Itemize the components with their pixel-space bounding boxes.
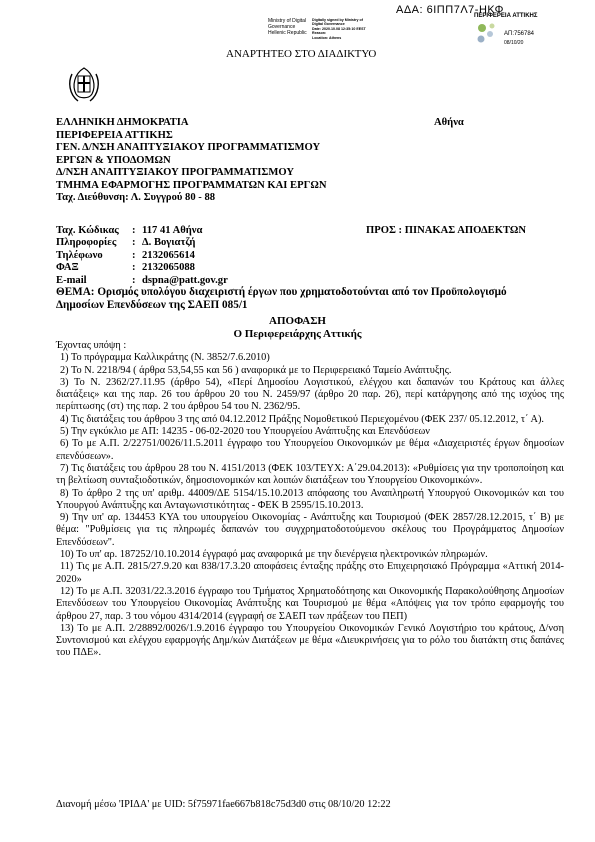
- contact-row: [56, 262, 228, 274]
- contact-colon: :: [132, 274, 136, 286]
- region-stamp-date: 08/10/20: [504, 40, 524, 46]
- decision-subtitle: Ο Περιφερειάρχης Αττικής: [233, 327, 362, 340]
- contact-value: 2132065614: [142, 249, 195, 261]
- greek-emblem-icon: [66, 64, 102, 104]
- contact-key: Πληροφορίες: [56, 237, 117, 249]
- consideration-item: 6) Το με Α.Π. 2/22751/0026/11.5.2011 έγγραφο του Υπουργείου Οικονομικών με θέμα «Διαχειριστές έργων δημοσίων επενδύσεων».: [56, 438, 564, 462]
- header-line: Δ/ΝΣΗ ΑΝΑΠΤΥΞΙΑΚΟΥ ΠΡΟΓΡΑΜΜΑΤΙΣΜΟΥ: [56, 167, 294, 178]
- stamp-detail: Digital Governance: [312, 22, 345, 27]
- consideration-item: 8) Το άρθρο 2 της υπ' αριθμ. 44009/ΔΕ 5154/15.10.2013 απόφασης του Αναπληρωτή Υπουργού Οικονομικών και του Υπουργού Ανάπτυξης και Ανταγωνιστικότητας - ΦΕΚ Β 2595/15.10.2013.: [56, 487, 564, 511]
- recipients-label: ΠΡΟΣ : ΠΙΝΑΚΑΣ ΑΠΟΔΕΚΤΩΝ: [366, 225, 526, 236]
- contact-colon: :: [132, 225, 136, 236]
- contact-colon: :: [132, 249, 136, 261]
- contact-value[interactable]: dspna@patt.gov.gr: [142, 274, 228, 286]
- contact-row: [56, 225, 228, 237]
- post-online-notice: ΑΝΑΡΤΗΤΕΟ ΣΤΟ ΔΙΑΔΙΚΤΥΟ: [226, 48, 377, 60]
- header-line: ΠΕΡΙΦΕΡΕΙΑ ΑΤΤΙΚΗΣ: [56, 129, 173, 141]
- ada-code: ΑΔΑ: 6ΙΠΠ7Λ7-ΗΚΦ: [396, 4, 504, 16]
- header-line: ΓΕΝ. Δ/ΝΣΗ ΑΝΑΠΤΥΞΙΑΚΟΥ ΠΡΟΓΡΑΜΜΑΤΙΣΜΟΥ: [56, 142, 321, 153]
- contact-key: Ταχ. Κώδικας: [56, 225, 119, 236]
- contact-row: [56, 237, 228, 249]
- contact-colon: :: [132, 237, 136, 249]
- issuer-header: [56, 117, 326, 205]
- header-line: ΤΜΗΜΑ ΕΦΑΡΜΟΓΗΣ ΠΡΟΓΡΑΜΜΑΤΩΝ ΚΑΙ ΕΡΓΩΝ: [56, 179, 327, 191]
- region-logo-icon: [472, 20, 502, 46]
- region-stamp-title: ΠΕΡΙΦΕΡΕΙΑ ΑΤΤΙΚΗΣ: [474, 13, 538, 19]
- decision-heading: [0, 315, 595, 340]
- consideration-item: 13) Το με Α.Π. 2/28892/0026/1.9.2016 έγγραφο του Υπουργείου Οικονομικών Γενικό Λογιστήριο του κράτους, Δ/νση Συντονισμού και ελέγχου εφαρμογής Δημ/κών Διατάξεων με θέμα «Διευκρινήσεις για το ρόλο του διατάκτη στις δαπάνες του ΠΔΕ».: [56, 622, 564, 659]
- subject-line: ΘΕΜΑ: Ορισμός υπολόγου διαχειριστή έργων που χρηματοδοτούνται από τον Προϋπολογισμό Δημοσίων Επενδύσεων της ΣΑΕΠ 085/1: [56, 286, 507, 311]
- stamp-detail: Digitally signed by Ministry of: [312, 18, 363, 22]
- digital-signature-stamp: [268, 18, 368, 40]
- stamp-line: Governance: [268, 24, 296, 30]
- consideration-item: 3) Το Ν. 2362/27.11.95 (άρθρο 54), «Περί Δημοσίου Λογιστικού, ελέγχου και δαπανών του Κράτους και άλλες διατάξεις» και της παρ. 26 του άρθρου 20 του Ν. 2459/97 (άρθρο 20 παρ. 26), περί κατάργησης από της ισχύος της περίπτωσης (στ) της παρ. 2 του άρθρου 54 του Ν. 2362/95.: [56, 376, 564, 413]
- stamp-line: Hellenic Republic: [268, 30, 307, 36]
- region-stamp-number: ΑΠ:756784: [504, 31, 535, 37]
- distribution-footer: Διανομή μέσω 'ΙΡΙΔΑ' με UID: 5f75971fae667b818c75d3d0 στις 08/10/20 12:22: [56, 799, 391, 810]
- contact-value: Δ. Βογιατζή: [142, 237, 196, 249]
- stamp-line: Ministry of Digital: [268, 18, 307, 24]
- consideration-item: 10) Το υπ' αρ. 187252/10.10.2014 έγγραφό μας αναφορικά με την διενέργεια ηλεκτρονικών πληρωμών.: [60, 549, 488, 561]
- consideration-item: 5) Την εγκύκλιο με ΑΠ: 14235 - 06-02-2020 του Υπουργείου Ανάπτυξης και Επενδύσεων: [60, 426, 430, 438]
- contact-key: E-mail: [56, 274, 87, 286]
- stamp-detail: Location: Athens: [312, 35, 342, 40]
- contact-row: [56, 250, 228, 262]
- contact-block: [56, 225, 228, 287]
- contact-colon: :: [132, 262, 136, 274]
- header-line: ΕΛΛΗΝΙΚΗ ΔΗΜΟΚΡΑΤΙΑ: [56, 117, 189, 128]
- considerations-intro: Έχοντας υπόψη :: [56, 340, 127, 351]
- consideration-item: 11) Τις με Α.Π. 2815/27.9.20 και 838/17.3.20 αποφάσεις ένταξης πράξης στο Επιχειρησιακό Πρόγραμμα «Αττική 2014-2020»: [56, 561, 564, 585]
- consideration-item: 1) Το πρόγραμμα Καλλικράτης (Ν. 3852/7.6.2010): [60, 352, 270, 364]
- header-line: Ταχ. Διεύθυνση: Λ. Συγγρού 80 - 88: [56, 192, 216, 203]
- consideration-item: 7) Τις διατάξεις του άρθρου 28 του Ν. 4151/2013 (ΦΕΚ 103/ΤΕΥΧ: Α΄29.04.2013): «Ρυθμίσεις για την τροποποίηση και τη βελτίωση συνταξιοδοτικών, δημοσιονομικών και λοιπών διατάξεων του Υπουργείου Οικονομικών».: [56, 462, 564, 487]
- place-label: Αθήνα: [434, 117, 464, 128]
- header-line: ΕΡΓΩΝ & ΥΠΟΔΟΜΩΝ: [56, 154, 171, 166]
- consideration-item: 9) Την υπ' αρ. 134453 ΚΥΑ του υπουργείου Οικονομίας - Ανάπτυξης και Τουρισμού (ΦΕΚ 2857/28.12.2015, τ΄ Β) με θέμα: "Ρυθμίσεις για τις πληρωμές δαπανών του συγχρηματοδοτούμενου σκέλους του Προγράμματος Δημοσίων Επενδύσεων".: [56, 512, 564, 548]
- consideration-item: 2) Το Ν. 2218/94 ( άρθρα 53,54,55 και 56 ) αναφορικά με το Περιφερειακό Ταμείο Ανάπτυξης.: [60, 364, 452, 376]
- contact-value: 117 41 Αθήνα: [142, 225, 203, 236]
- stamp-detail: Reason:: [312, 31, 327, 36]
- stamp-detail: Date: 2020.10.08 12:35:10 EEST: [312, 26, 366, 31]
- consideration-item: 4) Τις διατάξεις του άρθρου 3 της από 04.12.2012 Πράξης Νομοθετικού Περιεχομένου (ΦΕΚ 237/ 05.12.2012, τ΄ Α).: [60, 413, 544, 425]
- consideration-item: 12) Το με Α.Π. 32031/22.3.2016 έγγραφο του Τμήματος Χρηματοδότησης και Οικονομικής Παρακολούθησης Δημοσίων Επενδύσεων του Υπουργείου Οικονομίας Ανάπτυξης και Τουρισμού με θέμα «Απόψεις για τον τρόπο εφαρμογής του άρθρου 27, παρ. 3 του νόμου 4314/2014 (εγγραφή σε ΣΑΕΠ των πράξεων του ΠΕΠ): [56, 585, 564, 622]
- contact-key: Τηλέφωνο: [56, 249, 103, 261]
- considerations-body: [56, 340, 564, 660]
- contact-value: 2132065088: [142, 262, 195, 274]
- contact-key: ΦΑΞ: [56, 262, 79, 274]
- decision-title: ΑΠΟΦΑΣΗ: [269, 315, 326, 327]
